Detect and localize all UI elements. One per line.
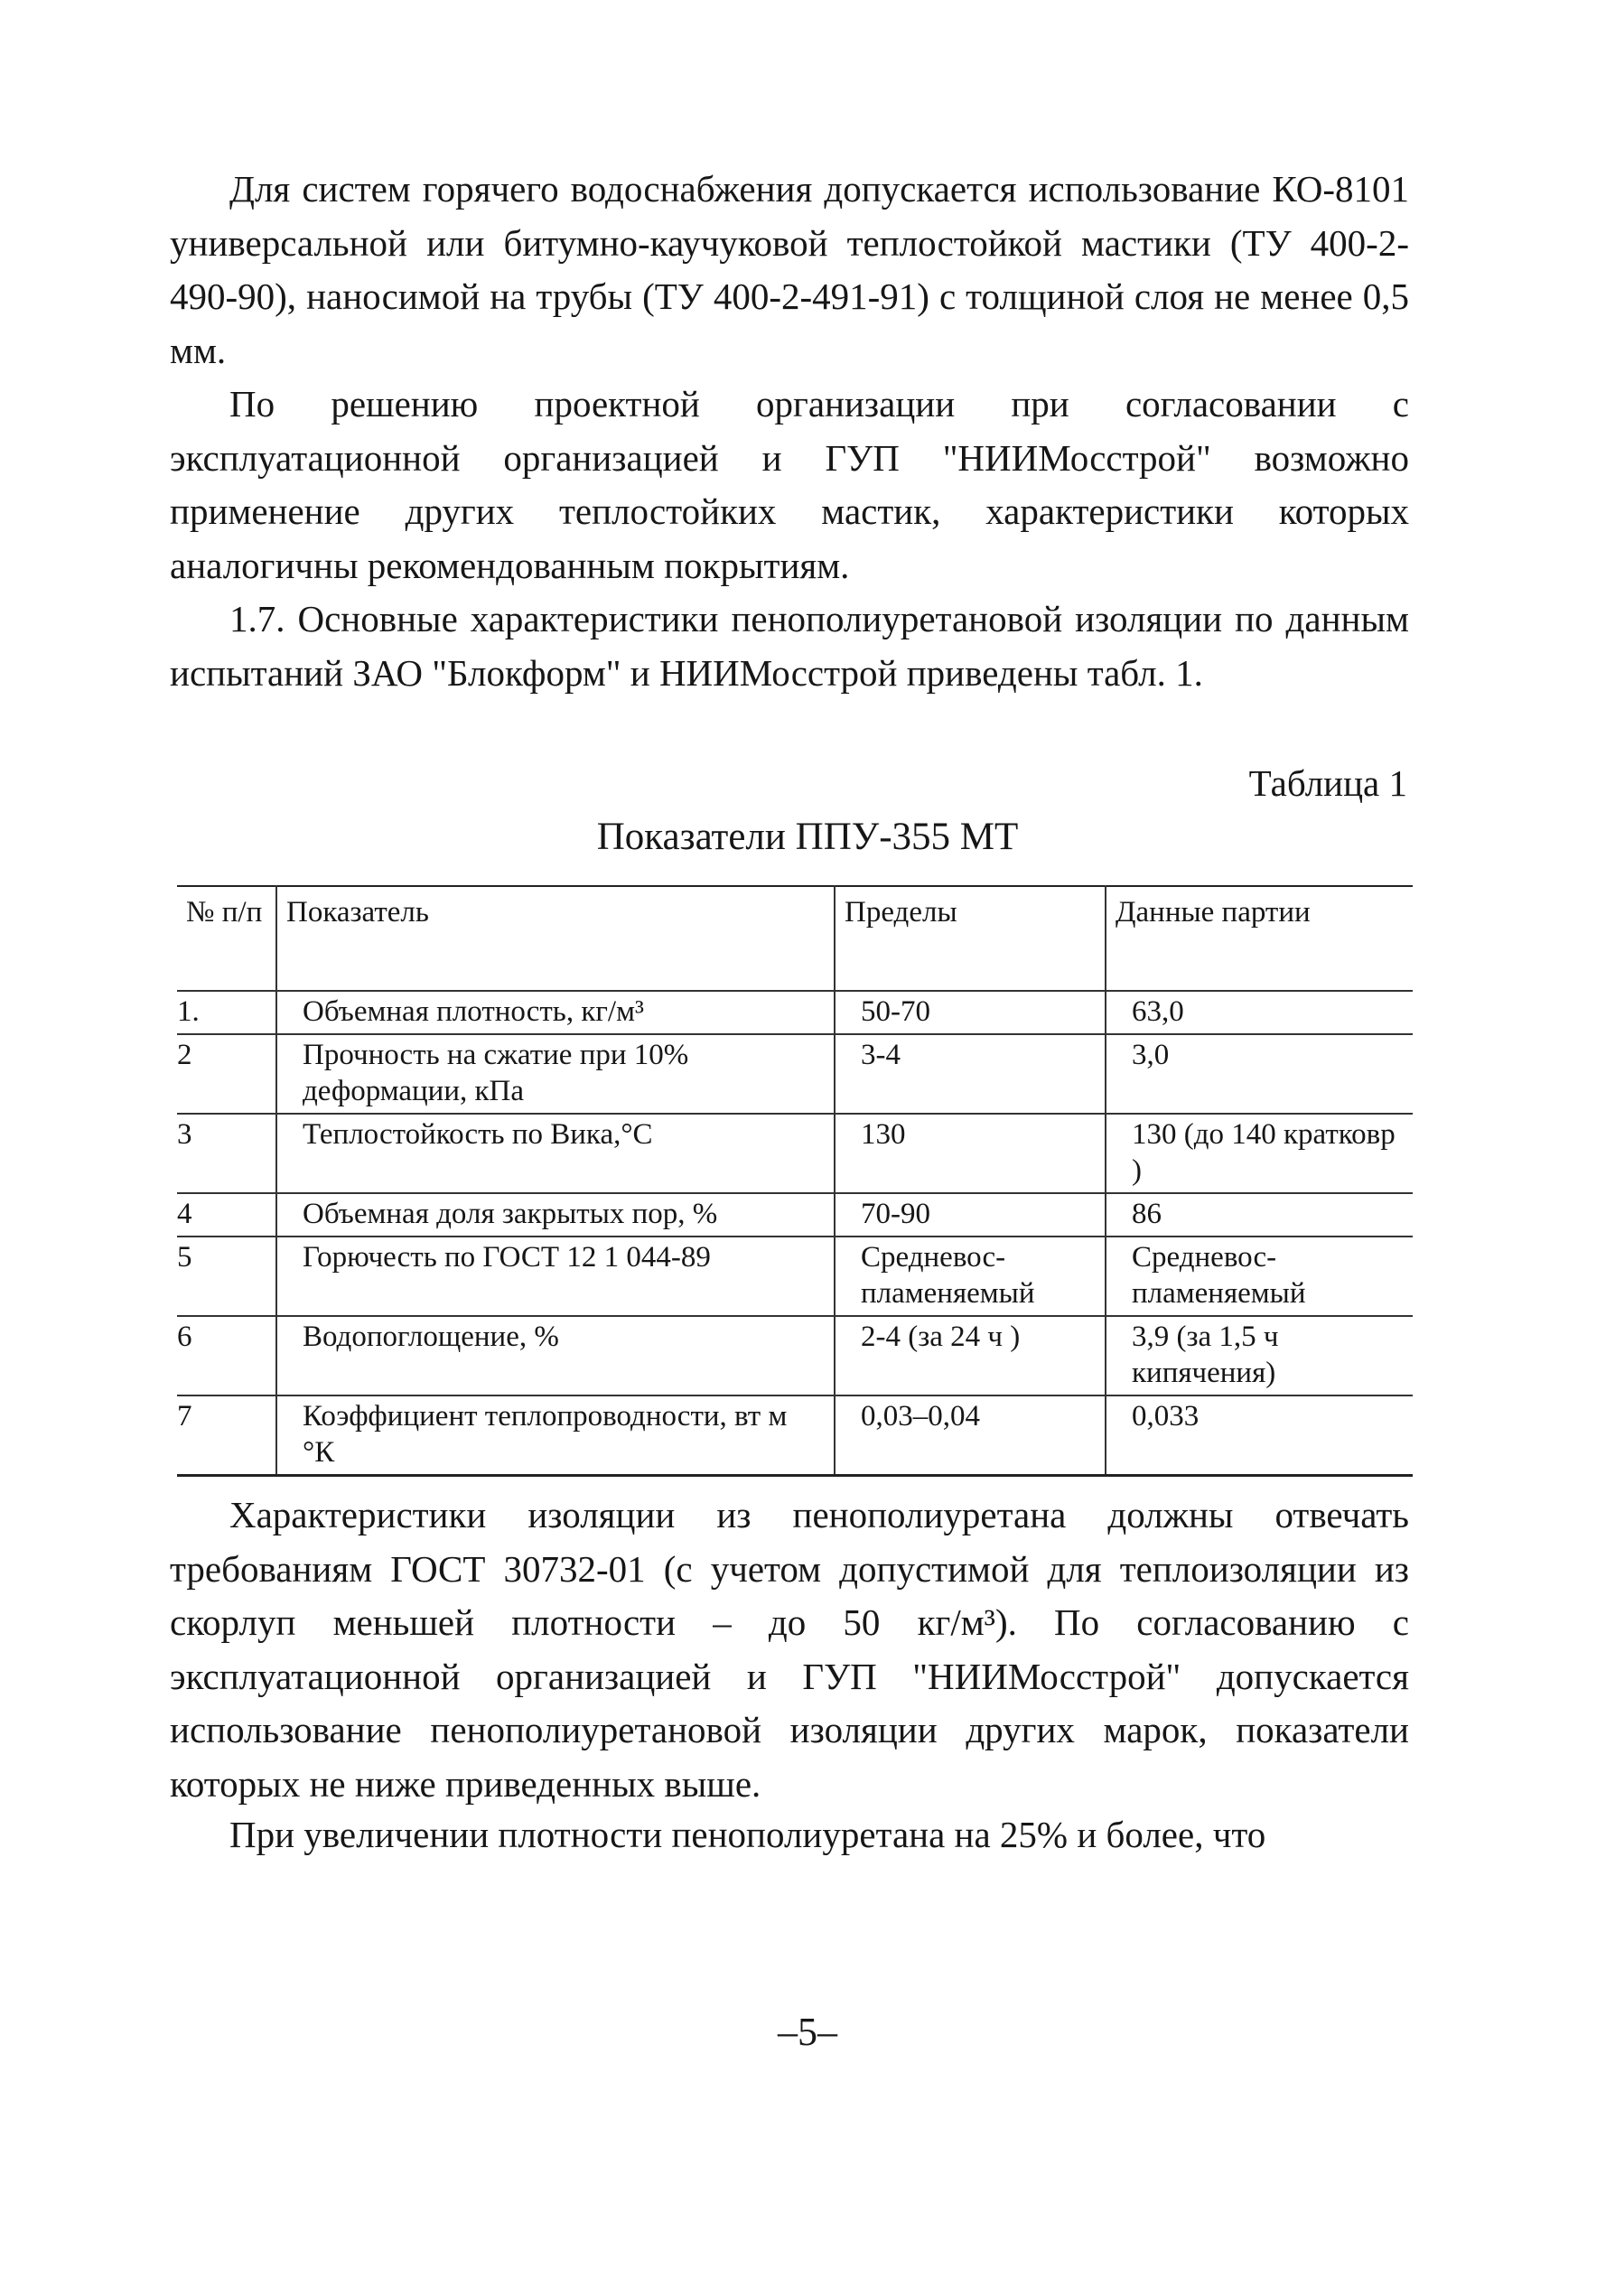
cell-num: 7 (177, 1395, 276, 1476)
paragraph-other-mastics: По решению проектной организации при согласовании с эксплуатационной организацией и ГУП "НИИМосстрой" возможно применение других теплостойких мастик, характеристики которых аналогичны рекомендованным покрытиям. (170, 383, 1409, 586)
cell-batch: 130 (до 140 кратковр ) (1106, 1114, 1413, 1193)
table-row (177, 1316, 1413, 1395)
paragraph-hot-water-mastic: Для систем горячего водоснабжения допускается использование КО-8101 универсальной или битумно-каучуковой теплостойкой мастики (ТУ 400-2-490-90), наносимой на трубы (ТУ 400-2-491-91) с толщиной слоя не менее 0,5 мм. (170, 168, 1409, 371)
cell-batch: 86 (1106, 1193, 1413, 1237)
table-header-row (177, 886, 1413, 991)
paragraph-gost-requirements: Характеристики изоляции из пенополиуретана должны отвечать требованиям ГОСТ 30732-01 (с учетом допустимой для теплоизоляции из скорлуп меньшей плотности – до 50 кг/м³). По согласованию с эксплуатационной организацией и ГУП "НИИМосстрой" допускается использование пенополиуретановой изоляции других марок, показатели которых не ниже приведенных выше. (170, 1494, 1409, 1805)
cell-num: 1. (177, 991, 276, 1034)
header-batch: Данные партии (1106, 886, 1413, 991)
cell-indicator: Коэффициент теплопроводности, вт м °К (276, 1395, 835, 1476)
paragraph-density-increase: При увеличении плотности пенополиуретана на 25% и более, что (229, 1814, 1266, 1855)
cell-limits: 130 (835, 1114, 1106, 1193)
cell-num: 3 (177, 1114, 276, 1193)
cell-num: 4 (177, 1193, 276, 1237)
cell-indicator: Объемная доля закрытых пор, % (276, 1193, 835, 1237)
cell-limits: 0,03–0,04 (835, 1395, 1106, 1476)
cell-batch: Средневос-пламеняемый (1106, 1237, 1413, 1316)
header-limits: Пределы (835, 886, 1106, 991)
cell-indicator: Объемная плотность, кг/м³ (276, 991, 835, 1034)
cell-indicator: Горючесть по ГОСТ 12 1 044-89 (276, 1237, 835, 1316)
page-number: –5– (778, 2010, 837, 2054)
cell-indicator: Водопоглощение, % (276, 1316, 835, 1395)
cell-batch: 0,033 (1106, 1395, 1413, 1476)
table-title: Показатели ППУ-355 МТ (596, 816, 1019, 858)
table-caption: Таблица 1 (1248, 762, 1407, 804)
table-row (177, 991, 1413, 1034)
header-indicator: Показатель (276, 886, 835, 991)
ppu-properties-table (177, 885, 1413, 1477)
cell-batch: 3,9 (за 1,5 ч кипячения) (1106, 1316, 1413, 1395)
cell-indicator: Теплостойкость по Вика,°С (276, 1114, 835, 1193)
cell-limits: Средневос-пламеняемый (835, 1237, 1106, 1316)
paragraph-section-1-7: 1.7. Основные характеристики пенополиуретановой изоляции по данным испытаний ЗАО "Блокформ" и НИИМосстрой приведены табл. 1. (170, 598, 1409, 694)
table-row (177, 1237, 1413, 1316)
table-row (177, 1395, 1413, 1476)
cell-num: 2 (177, 1034, 276, 1114)
cell-limits: 3-4 (835, 1034, 1106, 1114)
table-row (177, 1114, 1413, 1193)
header-num: № п/п (177, 886, 276, 991)
cell-num: 5 (177, 1237, 276, 1316)
cell-limits: 70-90 (835, 1193, 1106, 1237)
table-row (177, 1034, 1413, 1114)
cell-batch: 3,0 (1106, 1034, 1413, 1114)
cell-batch: 63,0 (1106, 991, 1413, 1034)
cell-limits: 50-70 (835, 991, 1106, 1034)
cell-indicator: Прочность на сжатие при 10% деформации, кПа (276, 1034, 835, 1114)
table-row (177, 1193, 1413, 1237)
cell-limits: 2-4 (за 24 ч ) (835, 1316, 1106, 1395)
cell-num: 6 (177, 1316, 276, 1395)
